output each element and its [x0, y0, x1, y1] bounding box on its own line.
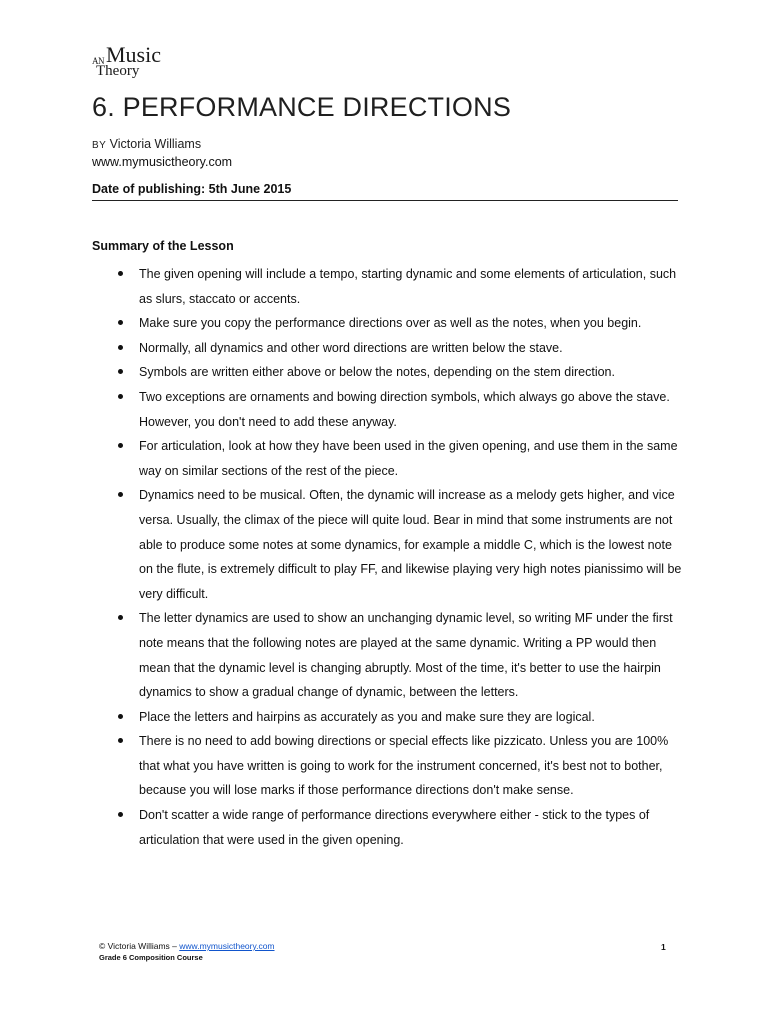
bullet-icon [118, 714, 123, 719]
list-item [92, 311, 682, 336]
list-item-text: Make sure you copy the performance directions over as well as the notes, when you begin. [139, 316, 642, 331]
logo-text-an: AN [92, 56, 104, 66]
summary-list [92, 262, 682, 852]
author-line [92, 136, 201, 154]
bullet-icon [118, 369, 123, 374]
list-item [92, 336, 682, 361]
list-item [92, 705, 682, 730]
list-item [92, 606, 682, 704]
page-number: 1 [661, 942, 666, 952]
publish-date: Date of publishing: 5th June 2015 [92, 182, 292, 196]
list-item-text: Two exceptions are ornaments and bowing direction symbols, which always go above the stave. However, you don't need to add these anyway. [139, 389, 670, 429]
list-item [92, 360, 682, 385]
page-title: 6. PERFORMANCE DIRECTIONS [92, 92, 512, 122]
footer-copyright [99, 940, 275, 952]
bullet-icon [118, 394, 123, 399]
list-item-text: There is no need to add bowing directions or special effects like pizzicato. Unless you are 100% that what you have written is going to work for the instrument concerned, it's best not to bother, because you will lose marks if those performance directions don't make sense. [139, 734, 669, 798]
list-item-text: Don't scatter a wide range of performance directions everywhere either - stick to the types of articulation that were used in the given opening. [139, 808, 650, 847]
list-item [92, 483, 682, 606]
list-item-text: The given opening will include a tempo, starting dynamic and some elements of articulation, such as slurs, staccato or accents. [139, 267, 677, 306]
bullet-icon [118, 812, 123, 817]
bullet-icon [118, 738, 123, 743]
list-item-text: The letter dynamics are used to show an unchanging dynamic level, so writing MF under the first note means that the following notes are played at the same dynamic. Writing a PP would then mean that the dynamic level is changing abruptly. Most of the time, it's better to use the hairpin dynamics to show a gradual change of dynamic, between the letters. [139, 611, 673, 700]
list-item-text: Place the letters and hairpins as accurately as you and make sure they are logical. [139, 709, 595, 724]
header-divider [92, 200, 678, 201]
bullet-icon [118, 320, 123, 325]
list-item [92, 434, 682, 483]
list-item [92, 262, 682, 311]
logo-text-theory: Theory [96, 63, 140, 79]
author-prefix: BY [92, 140, 107, 151]
list-item [92, 729, 682, 803]
bullet-icon [118, 615, 123, 620]
site-logo [92, 42, 161, 80]
list-item-text: Symbols are written either above or below the notes, depending on the stem direction. [139, 365, 615, 380]
website-text: www.mymusictheory.com [92, 155, 233, 169]
summary-heading: Summary of the Lesson [92, 239, 234, 253]
author-name: Victoria Williams [109, 137, 202, 151]
copyright-text: © Victoria Williams – [99, 941, 180, 951]
list-item-text: For articulation, look at how they have been used in the given opening, and use them in the same way on similar sections of the rest of the piece. [139, 439, 678, 478]
bullet-icon [118, 271, 123, 276]
list-item [92, 803, 682, 852]
bullet-icon [118, 345, 123, 350]
footer-course-name: Grade 6 Composition Course [99, 953, 203, 962]
footer-website-link[interactable]: www.mymusictheory.com [179, 941, 275, 951]
logo-text-music: Music [106, 42, 161, 67]
bullet-icon [118, 492, 123, 497]
bullet-icon [118, 443, 123, 448]
list-item-text: Dynamics need to be musical. Often, the dynamic will increase as a melody gets higher, and vice versa. Usually, the climax of the piece will quite loud. Bear in mind that some instruments are not able to produce some notes at some dynamics, for example a middle C, which is the lowest note on the flute, is extremely difficult to play FF, and likewise playing very high notes pianissimo will be very difficult. [139, 488, 682, 601]
list-item [92, 385, 682, 434]
list-item-text: Normally, all dynamics and other word directions are written below the stave. [139, 340, 563, 355]
